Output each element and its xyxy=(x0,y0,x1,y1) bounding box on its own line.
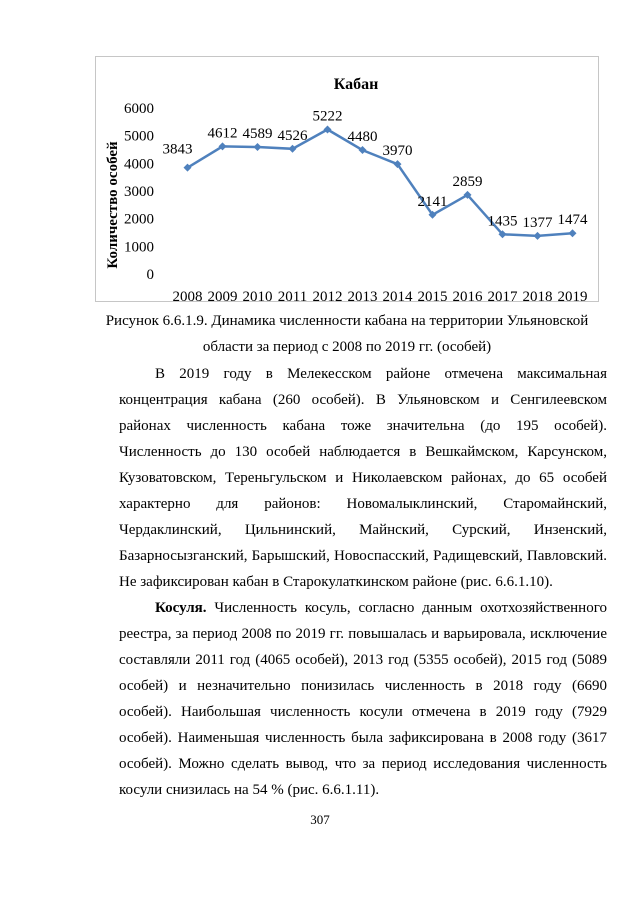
x-tick-label: 2012 xyxy=(312,289,343,303)
y-tick-label: 6000 xyxy=(124,101,154,117)
y-tick-label: 0 xyxy=(146,267,154,283)
x-tick-label: 2015 xyxy=(417,289,448,303)
data-label: 2859 xyxy=(452,173,483,190)
x-axis-ticks xyxy=(173,289,588,303)
data-label: 1435 xyxy=(487,213,518,230)
data-point xyxy=(534,232,542,240)
data-point xyxy=(569,229,577,237)
figure-caption-line-2: области за период с 2008 по 2019 гг. (особей) xyxy=(202,339,492,355)
y-tick-label: 2000 xyxy=(124,211,154,228)
body-paragraph-1 xyxy=(119,361,607,595)
x-tick-label: 2013 xyxy=(347,289,378,303)
paragraph-1-text: В 2019 году в Мелекесском районе отмечена максимальная концентрация кабана (260 особей). В Ульяновском и Сенгилеевском районах численность кабана тоже значительна (до 195 особей). Численность до 130 особей наблюдается в Вешкаймском, Карсунском, Кузоватовском, Тереньгульском и Николаевском районах, до 65 особей характерно для районов: Новомалыклинский, Старомайнский, Чердаклинский, Цильнинский, Майнский, Сурский, Инзенский, Базарносызганский, Барышский, Новоспасский, Радищевский, Павловский. Не зафиксирован кабан в Старокулаткинском районе (рис. 6.6.1.10). xyxy=(119,366,607,590)
chart-frame xyxy=(95,56,599,302)
data-label: 1474 xyxy=(557,212,588,229)
y-tick-label: 1000 xyxy=(124,239,154,256)
data-label: 4612 xyxy=(207,125,238,142)
x-tick-label: 2009 xyxy=(207,289,238,303)
y-tick-label: 4000 xyxy=(124,156,154,173)
body-paragraph-2 xyxy=(119,595,607,803)
paragraph-2-text xyxy=(119,595,607,803)
x-tick-label: 2017 xyxy=(487,289,518,303)
data-label: 3970 xyxy=(382,143,413,160)
line-chart xyxy=(96,57,600,303)
y-tick-label: 5000 xyxy=(124,128,154,145)
x-tick-label: 2011 xyxy=(277,289,308,303)
y-axis-ticks xyxy=(124,101,154,283)
figure-caption-line-1: Рисунок 6.6.1.9. Динамика численности кабана на территории Ульяновской xyxy=(105,313,589,329)
x-tick-label: 2019 xyxy=(557,289,588,303)
page-number: 307 xyxy=(310,812,330,827)
x-tick-label: 2016 xyxy=(452,289,483,303)
y-axis-label: Количество особей xyxy=(105,141,121,269)
data-points xyxy=(184,126,577,240)
data-label: 2141 xyxy=(417,193,448,210)
x-tick-label: 2008 xyxy=(172,289,203,303)
data-label: 4480 xyxy=(347,129,378,146)
paragraph-2-heading: Косуля. xyxy=(155,600,207,616)
data-point xyxy=(254,143,262,151)
x-tick-label: 2014 xyxy=(382,289,413,303)
paragraph-2-body: Численность косуль, согласно данным охотхозяйственного реестра, за период 2008 по 2019 гг. повышалась и варьировала, исключение составляли 2011 год (4065 особей), 2013 год (5355 особей), 2015 год (5089 особей) и незначительно понизилась численность в 2018 году (6690 особей). Наибольшая численность косули отмечена в 2019 году (7929 особей). Наименьшая численность была зафиксирована в 2008 году (3617 особей). Можно сделать вывод, что за период исследования численность косули снизилась на 54 % (рис. 6.6.1.11). xyxy=(119,600,607,798)
data-label: 1377 xyxy=(522,214,553,231)
x-tick-label: 2018 xyxy=(522,289,553,303)
data-label: 5222 xyxy=(312,108,343,125)
data-label: 3843 xyxy=(162,141,193,158)
x-tick-label: 2010 xyxy=(242,289,273,303)
chart-title: Кабан xyxy=(333,76,379,93)
data-label: 4589 xyxy=(242,126,273,143)
data-labels xyxy=(163,109,589,231)
data-label: 4526 xyxy=(277,127,308,144)
y-tick-label: 3000 xyxy=(124,184,154,200)
